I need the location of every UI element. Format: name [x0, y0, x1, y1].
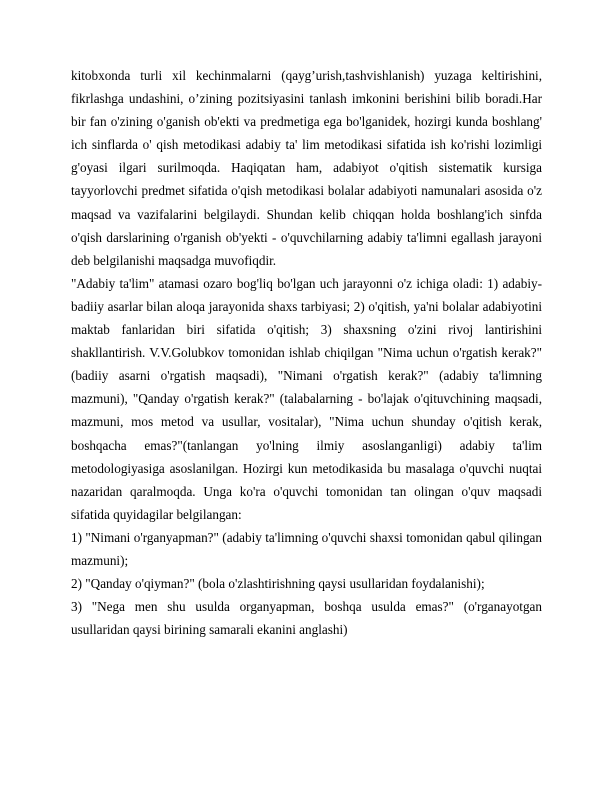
- list-item-2: 2) "Qanday o'qiyman?" (bola o'zlashtirishning qaysi usullaridan foydalanishi);: [71, 576, 485, 592]
- paragraph-adabiy-talim: "Adabiy ta'lim" atamasi ozaro bog'liq bo'lgan uch jarayonni o'z ichiga oladi: 1) adabiy-badiiy asarlar bilan aloqa jarayonida shaxs tarbiyasi; 2) o'qitish, ya'ni bolalar adabiyotini maktab fanlaridan biri sifatida o'qitish; 3) shaxsning o'zini rivoj lantirishini shakllantirish. V.V.Golubkov tomonidan ishlab chiqilgan "Nima uchun o'rgatish kerak?" (badiiy asarni o'rgatish maqsadi), "Nimani o'rgatish kerak?" (adabiy ta'limning mazmuni), "Qanday o'rgatish kerak?" (talabalarning - bo'lajak o'qituvchining maqsadi, mazmuni, mos metod va usullar, vositalar), "Nima uchun shunday o'qitish kerak, boshqacha emas?"(tanlangan yo'lning ilmiy asoslanganligi) adabiy ta'lim metodologiyasiga asoslanilgan. Hozirgi kun metodikasida bu masalaga o'quvchi nuqtai nazaridan qaralmoqda. Unga ko'ra o'quvchi tomonidan tan olingan o'quv maqsadi sifatida quyidagilar belgilangan:: [71, 275, 542, 522]
- list-item-1: 1) "Nimani o'rganyapman?" (adabiy ta'limning o'quvchi shaxsi tomonidan qabul qilingan mazmuni);: [71, 529, 542, 568]
- document-page: [71, 64, 542, 641]
- list-item-3: 3) "Nega men shu usulda organyapman, boshqa usulda emas?" (o'rganayotgan usullaridan qaysi birining samarali ekanini anglashi): [71, 599, 542, 638]
- paragraph-intro: kitobxonda turli xil kechinmalarni (qayg’urish,tashvishlanish) yuzaga keltirishini, fikrlashga undashini, o’zining pozitsiyasini tanlash imkonini berishini bilib boradi.Har bir fan o'zining o'ganish ob'ekti va predmetiga ega bo'lganidek, hozirgi kunda boshlang' ich sinflarda o' qish metodikasi adabiy ta' lim metodikasi sifatida ish ko'rishi lozimligi g'oyasi ilgari surilmoqda. Haqiqatan ham, adabiyot o'qitish sistematik kursiga tayyorlovchi predmet sifatida o'qish metodikasi bolalar adabiyoti namunalari asosida o'z maqsad va vazifalarini belgilaydi. Shundan kelib chiqqan holda boshlang'ich sinfda o'qish darslarining o'rganish ob'yekti - o'quvchilarning adabiy ta'limni egallash jarayoni deb belgilanishi maqsadga muvofiqdir.: [71, 68, 542, 268]
